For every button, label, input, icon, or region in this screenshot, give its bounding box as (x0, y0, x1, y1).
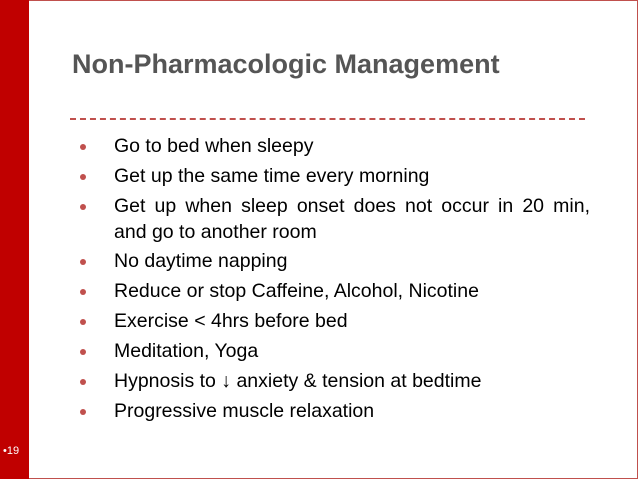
bullet-icon (80, 349, 86, 355)
bullet-text: Go to bed when sleepy (114, 135, 314, 157)
bullet-icon (80, 204, 86, 210)
page-number: •19 (3, 445, 20, 457)
bullet-text: Meditation, Yoga (114, 340, 259, 362)
bullet-text: Exercise < 4hrs before bed (114, 310, 348, 332)
list-item (80, 248, 590, 275)
list-item (80, 308, 590, 335)
bullet-icon (80, 379, 86, 385)
slide-title: Non-Pharmacologic Management (72, 49, 500, 79)
bullet-icon (80, 409, 86, 415)
bullet-icon (80, 174, 86, 180)
accent-bar (0, 0, 29, 479)
list-item (80, 133, 590, 160)
bullet-list (80, 133, 590, 428)
bullet-text: No daytime napping (114, 250, 288, 272)
bullet-text: Get up the same time every morning (114, 165, 430, 187)
list-item (80, 338, 590, 365)
bullet-text: Get up when sleep onset does not occur in 20 min, and go to another room (114, 195, 590, 243)
bullet-text: Reduce or stop Caffeine, Alcohol, Nicotine (114, 280, 479, 302)
list-item (80, 278, 590, 305)
bullet-icon (80, 289, 86, 295)
bullet-text: Progressive muscle relaxation (114, 400, 375, 422)
bullet-icon (80, 259, 86, 265)
list-item (80, 193, 590, 245)
bullet-icon (80, 144, 86, 150)
list-item (80, 398, 590, 425)
title-divider (70, 118, 585, 120)
bullet-text: Hypnosis to ↓ anxiety & tension at bedtime (114, 370, 482, 392)
list-item (80, 368, 590, 395)
list-item (80, 163, 590, 190)
bullet-icon (80, 319, 86, 325)
